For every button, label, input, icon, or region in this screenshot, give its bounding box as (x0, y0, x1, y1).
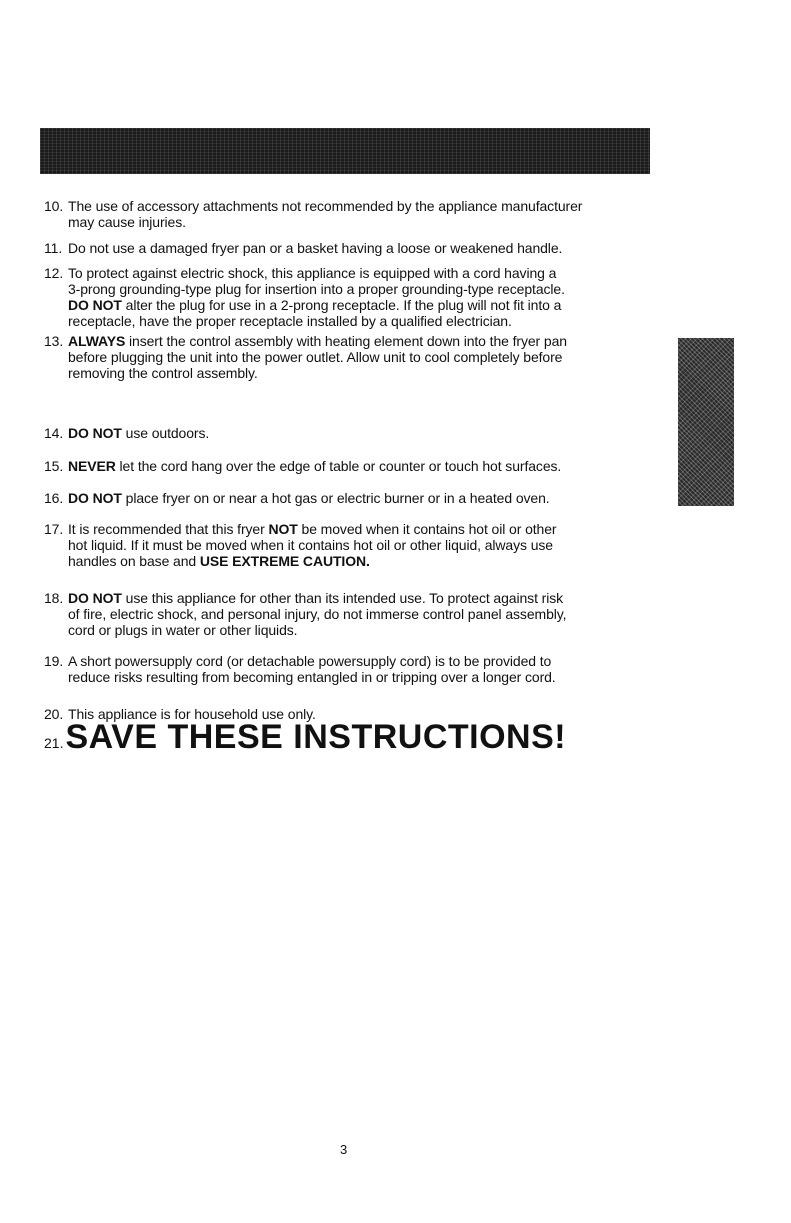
list-item: 15. NEVER let the cord hang over the edge of table or counter or touch hot surfaces. (44, 458, 562, 474)
list-item: 20. This appliance is for household use only. (44, 706, 316, 722)
list-item: 12. To protect against electric shock, this appliance is equipped with a cord having a 3-prong grounding-type plug for insertion into a proper grounding-type receptacle. DO NOT alter the plug for use in a 2-prong receptacle. If the plug will not fit into a receptacle, have the proper receptacle installed by a qualified electrician. (44, 265, 565, 329)
list-item: 18. DO NOT use this appliance for other than its intended use. To protect against risk of fire, electric shock, and personal injury, do not immerse control panel assembly, cord or plugs in water or other liquids. (44, 590, 567, 638)
section-side-tab (678, 338, 734, 506)
save-instructions-heading: 21.SAVE THESE INSTRUCTIONS! (44, 718, 567, 756)
list-item: 16. DO NOT place fryer on or near a hot gas or electric burner or in a heated oven. (44, 490, 550, 506)
page-number: 3 (340, 1142, 348, 1157)
list-item: 11. Do not use a damaged fryer pan or a basket having a loose or weakened handle. (44, 240, 563, 256)
list-item: 14. DO NOT use outdoors. (44, 425, 210, 441)
list-item: 17. It is recommended that this fryer NOT be moved when it contains hot oil or other hot liquid. If it must be moved when it contains hot oil or other liquid, always use handles on base and USE EXTREME CAUTION. (44, 521, 557, 569)
list-item: 13. ALWAYS insert the control assembly with heating element down into the fryer pan before plugging the unit into the power outlet. Allow unit to cool completely before removing the control assembly. (44, 333, 567, 381)
list-item: 10. The use of accessory attachments not recommended by the appliance manufacturer may cause injuries. (44, 198, 583, 230)
header-banner (40, 128, 650, 174)
list-item: 19. A short powersupply cord (or detachable powersupply cord) is to be provided to reduce risks resulting from becoming entangled in or tripping over a longer cord. (44, 653, 556, 685)
